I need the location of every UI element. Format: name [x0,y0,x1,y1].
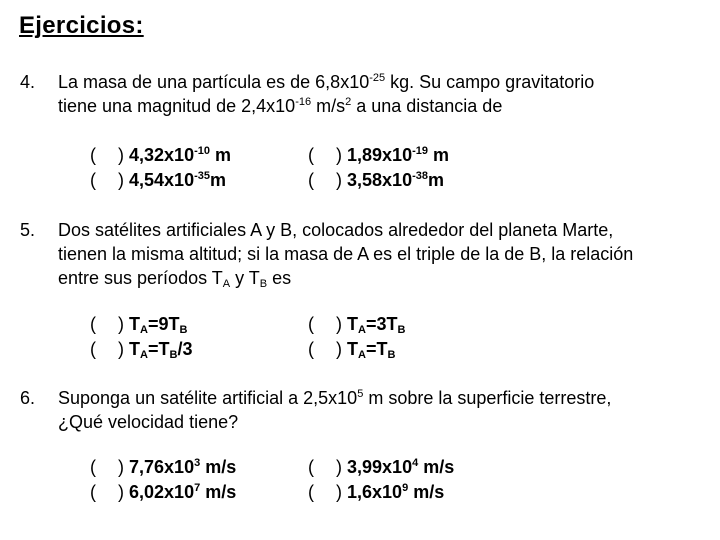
option-value: =T [365,339,388,359]
option-close-paren: ) [336,145,342,165]
exponent: 5 [357,388,364,400]
text-fragment: es [267,268,292,288]
option-value: T [129,339,141,359]
subscript: A [358,324,366,336]
option-close-paren: ) [118,314,124,334]
option-open-paren: ( [308,339,314,359]
subscript: A [140,324,148,336]
option-close-paren: ) [118,170,124,190]
option-value: =3T [365,314,398,334]
subscript: B [387,349,396,361]
option-open-paren: ( [90,482,96,502]
text-fragment: entre sus períodos T [58,268,223,288]
option-value: 4,54x10 [129,170,195,190]
option-open-paren: ( [308,314,314,334]
option-open-paren: ( [308,482,314,502]
option-value: 1,6x10 [347,482,403,502]
option-value: 7,76x10 [129,457,195,477]
option-value: T [347,314,359,334]
unit: m/s [200,457,237,477]
subscript: B [259,278,268,290]
option-open-paren: ( [90,170,96,190]
unit: m [210,170,227,190]
question-line: ¿Qué velocidad tiene? [58,412,239,432]
exponent: -19 [412,145,428,157]
text-fragment: a una distancia de [351,96,503,116]
question-text [58,70,708,118]
unit: m/s [200,482,237,502]
unit: m/s [408,482,445,502]
unit: m [428,145,450,165]
option-close-paren: ) [118,457,124,477]
option-close-paren: ) [118,339,124,359]
option-value: 1,89x10 [347,145,413,165]
option-close-paren: ) [336,457,342,477]
question-text [58,386,708,434]
text-fragment: La masa de una partícula es de 6,8x10 [58,72,370,92]
option-open-paren: ( [308,170,314,190]
option-open-paren: ( [90,145,96,165]
question-line [58,94,708,118]
subscript: B [179,324,188,336]
question-number: 5. [20,220,36,240]
option-value: 4,32x10 [129,145,195,165]
question-text [58,218,708,290]
subscript: B [397,324,406,336]
subscript: A [140,349,148,361]
question-line [58,70,708,94]
unit: m [210,145,232,165]
option-value: /3 [177,339,193,359]
text-fragment: m/s [311,96,346,116]
option-value: 3,58x10 [347,170,413,190]
page-title: Ejercicios: [19,12,144,39]
option-value: 6,02x10 [129,482,195,502]
exponent: -25 [369,72,386,84]
option-open-paren: ( [308,145,314,165]
option-close-paren: ) [336,339,342,359]
exponent: 4 [412,457,419,469]
unit: m [428,170,445,190]
option-value: T [129,314,141,334]
text-fragment: kg. Su campo gravitatorio [385,72,595,92]
exponent: 3 [194,457,201,469]
exponent: -16 [295,96,312,108]
option-close-paren: ) [336,482,342,502]
option-close-paren: ) [118,482,124,502]
option-close-paren: ) [336,170,342,190]
text-fragment: Suponga un satélite artificial a 2,5x10 [58,388,358,408]
option-close-paren: ) [118,145,124,165]
exponent: 2 [345,96,352,108]
text-fragment: y T [230,268,260,288]
exponent: -38 [412,170,428,182]
subscript: A [222,278,231,290]
option-open-paren: ( [90,314,96,334]
option-close-paren: ) [336,314,342,334]
option-open-paren: ( [90,339,96,359]
question-line [58,266,708,290]
subscript: A [358,349,366,361]
subscript: B [169,349,178,361]
question-line: tienen la misma altitud; si la masa de A es el triple de la de B, la relación [58,244,634,264]
option-value: 3,99x10 [347,457,413,477]
question-number: 4. [20,72,36,92]
exponent: -35 [194,170,210,182]
text-fragment: tiene una magnitud de 2,4x10 [58,96,296,116]
question-line: Dos satélites artificiales A y B, colocados alrededor del planeta Marte, [58,220,614,240]
option-open-paren: ( [90,457,96,477]
exponent: -10 [194,145,210,157]
option-value: =9T [147,314,180,334]
option-open-paren: ( [308,457,314,477]
unit: m/s [418,457,455,477]
option-value: T [347,339,359,359]
text-fragment: m sobre la superficie terrestre, [363,388,612,408]
question-line [58,386,708,410]
exponent: 9 [402,482,409,494]
option-value: =T [147,339,170,359]
exponent: 7 [194,482,201,494]
question-number: 6. [20,388,36,408]
